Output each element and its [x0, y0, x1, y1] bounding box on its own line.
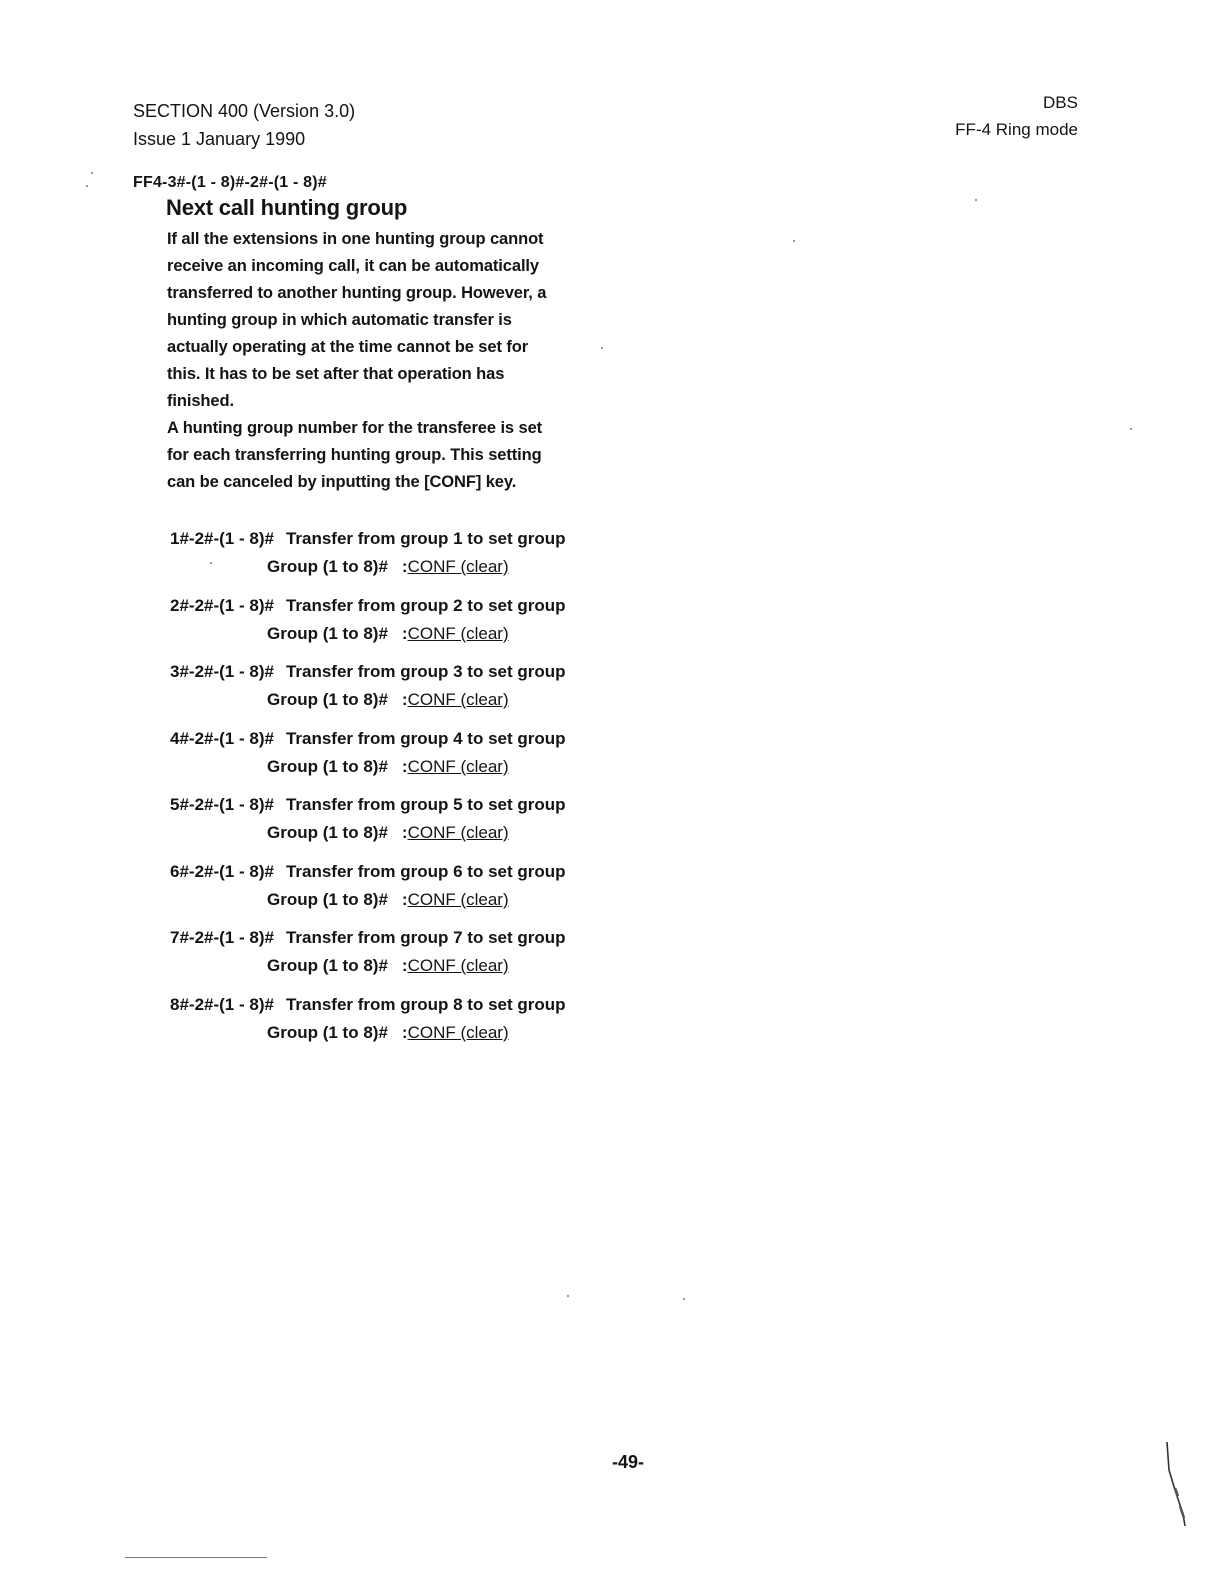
entry-conf-clear: CONF (clear) [407, 889, 509, 909]
transfer-entry [170, 592, 630, 659]
entry-code: 6#-2#-(1 - 8)# [170, 861, 274, 881]
entry-code: 8#-2#-(1 - 8)# [170, 994, 274, 1014]
body-line: for each transferring hunting group. This setting [167, 446, 542, 464]
entry-code: 2#-2#-(1 - 8)# [170, 595, 274, 615]
transfer-entry [170, 658, 630, 725]
entry-code: 5#-2#-(1 - 8)# [170, 795, 274, 814]
scan-speck [567, 1295, 569, 1297]
entry-conf-clear: CONF (clear) [407, 956, 509, 975]
transfer-entries [170, 525, 630, 1057]
scan-speck [86, 185, 88, 187]
entry-conf-prefix: : [401, 690, 408, 709]
entry-code: 1#-2#-(1 - 8)# [170, 529, 274, 548]
body-line: If all the extensions in one hunting group cannot [167, 230, 544, 248]
section-label: SECTION 400 (Version 3.0) [133, 101, 356, 121]
body-line: can be canceled by inputting the [CONF] key. [167, 473, 517, 491]
entry-description: Transfer from group 5 to set group [285, 795, 566, 814]
transfer-entry [170, 725, 630, 792]
entry-conf-prefix: : [401, 557, 408, 576]
entry-conf-prefix: : [401, 756, 408, 776]
entry-code: 7#-2#-(1 - 8)# [170, 928, 274, 947]
entry-description: Transfer from group 4 to set group [285, 728, 566, 748]
entry-description: Transfer from group 3 to set group [285, 662, 566, 681]
entry-conf-prefix: : [401, 623, 408, 643]
body-line: transferred to another hunting group. However, a [167, 284, 547, 302]
entry-conf-clear: CONF (clear) [407, 756, 509, 776]
entry-conf-prefix: : [401, 956, 408, 975]
scan-speck [683, 1298, 685, 1300]
entry-description: Transfer from group 2 to set group [285, 595, 566, 615]
command-code: FF4-3#-(1 - 8)#-2#-(1 - 8)# [133, 174, 327, 191]
issue-label: Issue 1 January 1990 [133, 129, 306, 149]
entry-group-range: Group (1 to 8)# [267, 889, 388, 909]
chapter-label: FF-4 Ring mode [955, 120, 1078, 139]
entry-conf-clear: CONF (clear) [407, 823, 509, 842]
entry-description: Transfer from group 7 to set group [285, 928, 566, 947]
entry-description: Transfer from group 1 to set group [285, 529, 566, 548]
product-label: DBS [1043, 93, 1078, 112]
transfer-entry [170, 525, 630, 592]
transfer-entry [170, 858, 630, 925]
transfer-entry [170, 924, 630, 991]
transfer-entry [170, 791, 630, 858]
body-line: this. It has to be set after that operation has [167, 365, 505, 383]
entry-group-range: Group (1 to 8)# [267, 956, 388, 975]
footer-rule [125, 1557, 267, 1558]
entry-conf-clear: CONF (clear) [407, 557, 509, 576]
entry-description: Transfer from group 8 to set group [285, 994, 566, 1014]
scan-speck [975, 199, 977, 201]
body-line: hunting group in which automatic transfer is [167, 311, 512, 329]
transfer-entry [170, 991, 630, 1058]
entry-conf-clear: CONF (clear) [407, 1022, 509, 1042]
entry-group-range: Group (1 to 8)# [267, 690, 388, 709]
entry-conf-prefix: : [401, 823, 408, 842]
scan-speck [210, 562, 212, 564]
entry-group-range: Group (1 to 8)# [267, 557, 388, 576]
entry-conf-prefix: : [401, 1022, 408, 1042]
entry-conf-clear: CONF (clear) [407, 690, 509, 709]
entry-code: 4#-2#-(1 - 8)# [170, 728, 274, 748]
body-line: receive an incoming call, it can be automatically [167, 257, 539, 275]
scan-speck [1130, 428, 1132, 430]
body-line: A hunting group number for the transferee is set [167, 419, 543, 437]
entry-conf-clear: CONF (clear) [407, 623, 509, 643]
body-paragraph [167, 226, 607, 496]
entry-group-range: Group (1 to 8)# [267, 823, 388, 842]
body-line: finished. [167, 392, 234, 410]
scan-speck [601, 347, 603, 349]
header-left [133, 97, 355, 153]
scan-speck [793, 240, 795, 242]
entry-group-range: Group (1 to 8)# [267, 756, 388, 776]
body-line: actually operating at the time cannot be set for [167, 338, 529, 356]
page-number: -49- [611, 1452, 644, 1472]
entry-group-range: Group (1 to 8)# [267, 1022, 388, 1042]
entry-group-range: Group (1 to 8)# [267, 623, 388, 643]
scan-speck [91, 172, 93, 174]
section-title: Next call hunting group [166, 195, 408, 220]
entry-code: 3#-2#-(1 - 8)# [170, 662, 274, 681]
header-right [955, 89, 1078, 143]
scan-edge-mark [1165, 1440, 1195, 1530]
entry-description: Transfer from group 6 to set group [285, 861, 566, 881]
entry-conf-prefix: : [401, 889, 408, 909]
